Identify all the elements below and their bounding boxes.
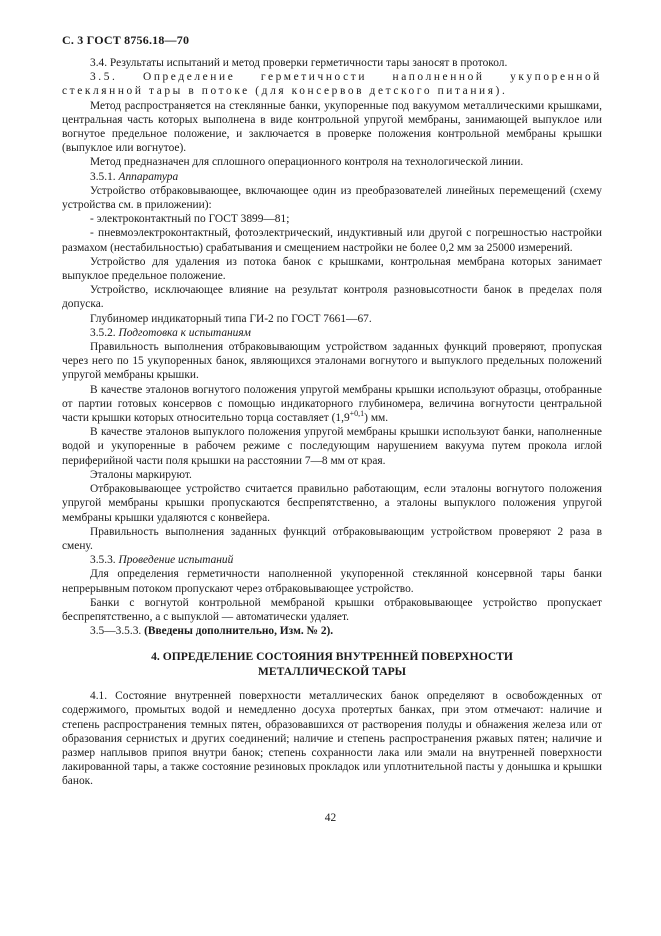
tolerance-superscript: +0,1 (349, 409, 365, 419)
list-item-pneumo: - пневмоэлектроконтактный, фотоэлектрический, индуктивный или другой с погрешностью настройки размахом (нестабильностью) срабатывания и смещением настройки не более 0,2 мм за 25000 измерений. (62, 227, 602, 254)
paragraph-concave (62, 383, 602, 426)
subheading-number: 3.5.1. (90, 170, 116, 183)
concave-text: В качестве эталонов вогнутого положения упругой мембраны крышки используют образцы, отобранные от партии готовых консервов с помощью индикаторного глубиномера, величина вогнутости центральной части крышки которых относительно торца составляет (1,9 (62, 383, 602, 425)
paragraph-3-5-heading: 3.5. Определение герметичности наполненной укупоренной стеклянной тары в потоке (для консервов детского питания). (62, 71, 602, 98)
subheading-3-5-2 (62, 326, 602, 340)
paragraph-marked: Эталоны маркируют. (90, 468, 192, 481)
section-4-title (62, 650, 602, 679)
paragraph-3-4: 3.4. Результаты испытаний и метод проверки герметичности тары заносят в протокол. (90, 57, 508, 69)
paragraph-exclude: Устройство, исключающее влияние на результат контроля разновысотности банок в пределах поля допуска. (62, 284, 602, 311)
paragraph-amendment (62, 624, 602, 638)
paragraph-device: Устройство отбраковывающее, включающее один из преобразователей линейных перемещений (схему устройства см. в приложении): (62, 184, 602, 212)
paragraph-removal: Устройство для удаления из потока банок с крышками, контрольная мембрана которых занимает выпуклое предельное положение. (62, 255, 602, 283)
concave-unit: ) мм. (364, 412, 389, 425)
subheading-title: Подготовка к испытаниям (118, 326, 251, 339)
list-item-electrocontact: - электроконтактный по ГОСТ 3899—81; (90, 213, 290, 226)
subheading-3-5-1 (62, 170, 602, 184)
paragraph-works: Отбраковывающее устройство считается правильно работающим, если эталоны вогнутого положения упругой мембраны крышки пропускаются беспрепятственно, а эталоны выпуклого положения упругой мембраны крышки удаляются с конвейера. (62, 483, 602, 524)
paragraph-correctness: Правильность выполнения отбраковывающим устройством заданных функций проверяют, пропуская через него по 15 укупоренных банок, являющихся эталонами вогнутого и выпуклого предельных положений упругой мембраны крышки. (62, 341, 602, 382)
section-4-title-line2: МЕТАЛЛИЧЕСКОЙ ТАРЫ (257, 664, 407, 678)
subheading-number: 3.5.2. (90, 326, 116, 339)
paragraph-determination: Для определения герметичности наполненной укупоренной стеклянной консервной тары банки непрерывным потоком пропускают через отбраковывающее устройство. (62, 568, 602, 595)
subheading-number: 3.5.3. (90, 554, 116, 567)
paragraph-4-1: 4.1. Состояние внутренней поверхности металлических банок определяют в освобожденных от содержимого, промытых водой и немедленно досуха протертых банках, при этом отмечают: наличие и степень распространения темных пятен, образовавшихся от растворения полуды и обнажения железа или от образования сернистых и других соединений; наличие и степень распространения ржавых пятен; наличие и размер наплывов припоя внутри банок; степень сохранности лака или эмали на внутренней поверхности лакированной тары, а также состояние резиновых прокладок или уплотнительной пасты у донышка и крышки банок. (62, 690, 602, 788)
subheading-title: Аппаратура (118, 170, 179, 183)
subheading-title: Проведение испытаний (118, 554, 234, 567)
paragraph-method: Метод распространяется на стеклянные банки, укупоренные под вакуумом металлическими крышками, центральная часть которых выполнена в виде контрольной упругой мембраны, занимающей выпуклое или вогнутое предельное положение, и заключается в проверке положения контрольной мембраны крышки (выпуклое или вогнутое). (62, 99, 602, 155)
page-number: 42 (324, 812, 337, 824)
page-header: С. 3 ГОСТ 8756.18—70 (62, 33, 190, 47)
paragraph-convex: В качестве эталонов выпуклого положения упругой мембраны крышки используют банки, наполненные водой и укупоренные в рабочем режиме с последующим нарушением вакуума путем прокола иглой периферийной части поля крышки на расстоянии 7—8 мм от края. (62, 426, 602, 467)
amendment-note: (Введены дополнительно, Изм. № 2). (144, 625, 334, 638)
subheading-3-5-3 (62, 553, 602, 567)
section-4-title-line1: 4. ОПРЕДЕЛЕНИЕ СОСТОЯНИЯ ВНУТРЕННЕЙ ПОВЕРХНОСТИ (151, 650, 513, 664)
paragraph-purpose: Метод предназначен для сплошного операционного контроля на технологической линии. (90, 156, 524, 169)
paragraph-pass: Банки с вогнутой контрольной мембраной крышки отбраковывающее устройство пропускает беспрепятственно, а с выпуклой — автоматически удаляет. (62, 596, 602, 623)
document-body (62, 56, 602, 789)
paragraph-gauge: Глубиномер индикаторный типа ГИ-2 по ГОСТ 7661—67. (90, 312, 372, 325)
amendment-range: 3.5—3.5.3. (90, 625, 142, 638)
paragraph-twice: Правильность выполнения заданных функций отбраковывающим устройством проверяют 2 раза в смену. (62, 525, 602, 552)
